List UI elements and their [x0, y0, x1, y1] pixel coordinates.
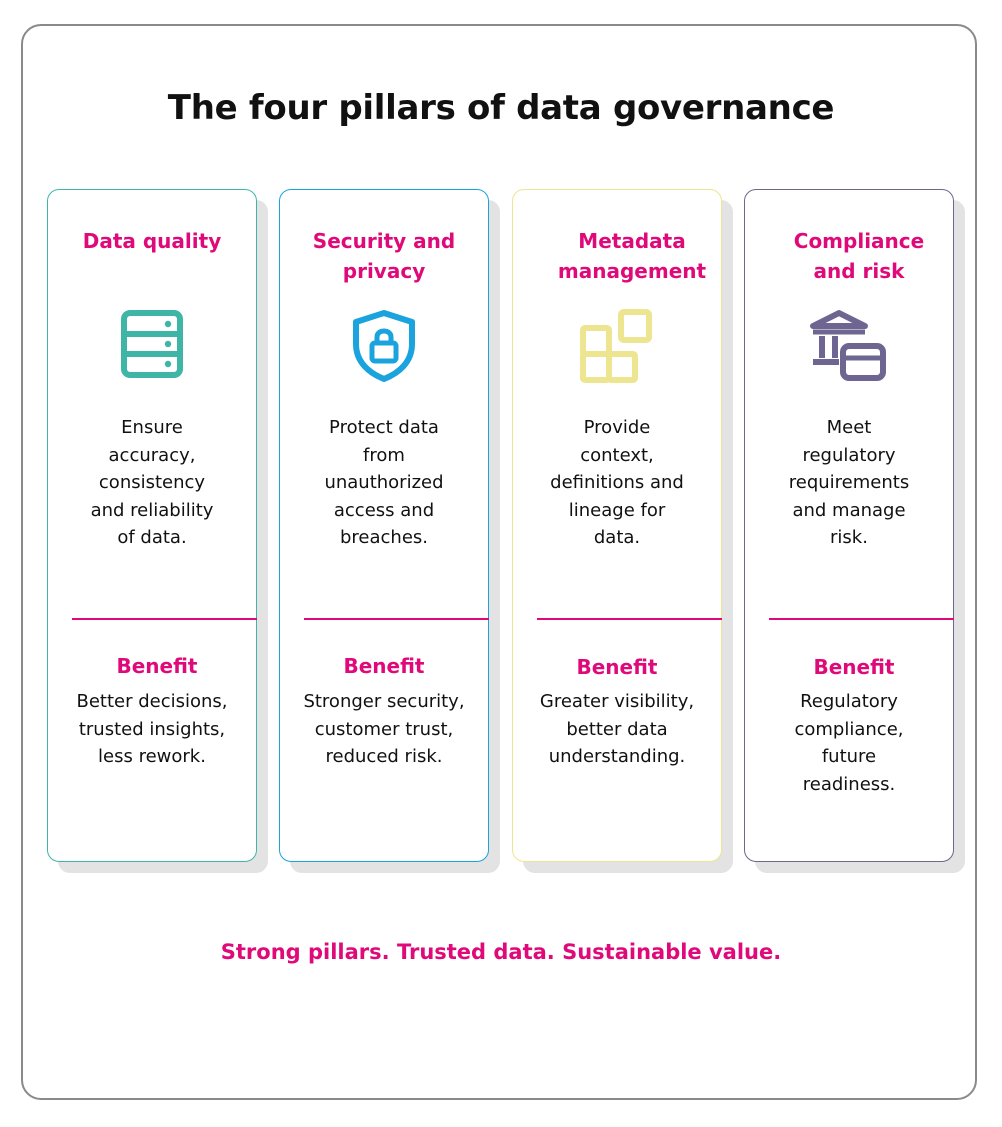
pillar-description: Meet regulatory requirements and manage risk.	[788, 417, 910, 548]
divider	[304, 618, 489, 620]
tagline: Strong pillars. Trusted data. Sustainable value.	[220, 940, 782, 964]
benefit-text: Greater visibility, better data understanding.	[539, 691, 695, 767]
pillar-title: Security and privacy	[312, 229, 456, 283]
pillar-card-metadata-management	[512, 189, 722, 862]
benefit-label: Benefit	[116, 654, 198, 678]
pillar-card-security-privacy	[279, 189, 489, 862]
benefit-text: Better decisions, trusted insights, less rework.	[76, 691, 228, 767]
pillar-title: Data quality	[82, 229, 222, 253]
benefit-text: Regulatory compliance, future readiness.	[794, 691, 904, 795]
pillar-card-data-quality	[47, 189, 257, 862]
pillar-description: Ensure accuracy, consistency and reliability of data.	[90, 417, 214, 548]
database-server-icon	[48, 310, 256, 386]
benefit-label: Benefit	[343, 654, 425, 678]
divider	[537, 618, 722, 620]
divider	[72, 618, 257, 620]
divider	[769, 618, 954, 620]
bank-card-icon	[745, 308, 953, 384]
pillar-title: Compliance and risk	[793, 229, 925, 283]
pillar-description: Provide context, definitions and lineage for data.	[550, 417, 684, 548]
benefit-label: Benefit	[813, 655, 895, 679]
pillar-card-compliance-risk	[744, 189, 954, 862]
pillar-description: Protect data from unauthorized access and breaches.	[324, 417, 444, 548]
pillar-title: Metadata management	[557, 229, 707, 283]
shield-lock-icon	[280, 310, 488, 386]
page-title: The four pillars of data governance	[167, 88, 835, 128]
benefit-label: Benefit	[576, 655, 658, 679]
grid-blocks-icon	[513, 308, 721, 384]
benefit-text: Stronger security, customer trust, reduced risk.	[303, 691, 465, 767]
